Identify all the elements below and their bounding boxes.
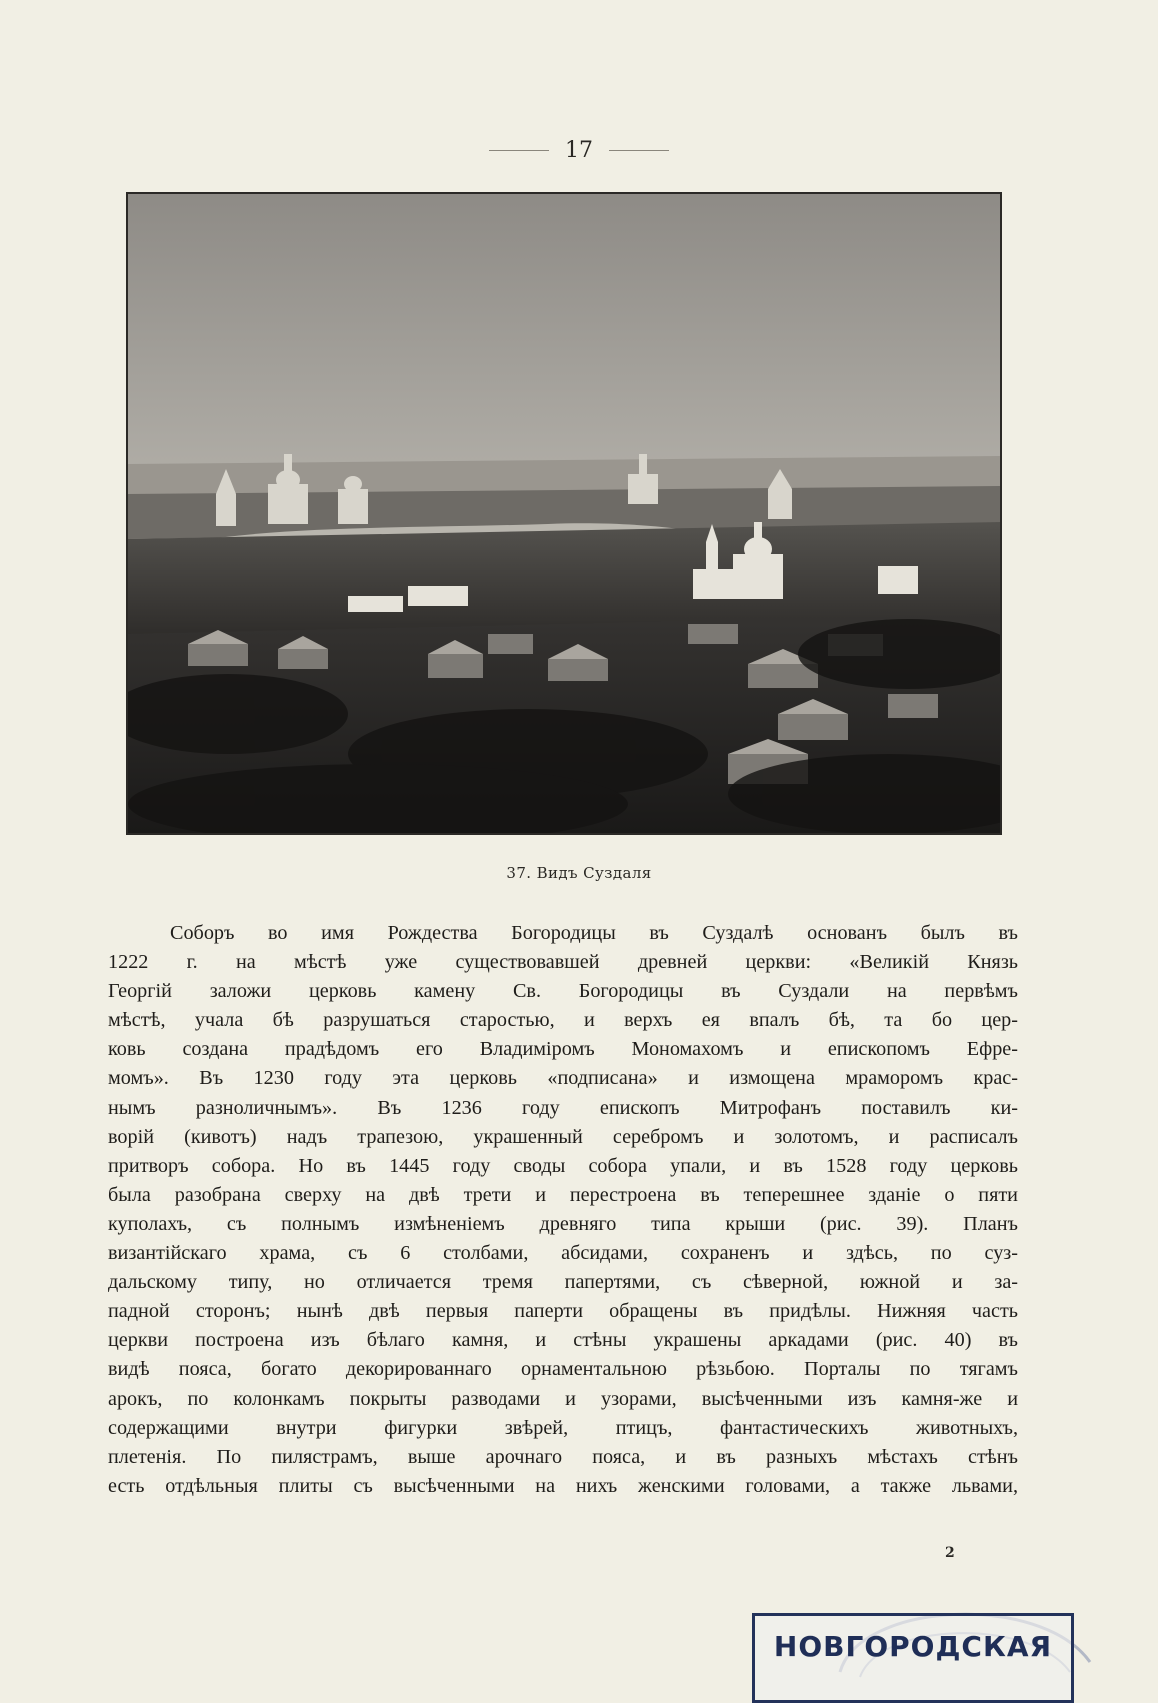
text-line: византійскаго храма, съ 6 столбами, абсидами, сохраненъ и здѣсь, по суз- xyxy=(108,1242,1018,1265)
text-line: дальскому типу, но отличается тремя папертями, съ сѣверной, южной и за- xyxy=(108,1271,1018,1294)
header-rule-left xyxy=(489,150,549,151)
figure-photo xyxy=(126,192,1002,835)
page-header xyxy=(0,138,1158,163)
text-line: Георгій заложи церковь камену Св. Богородицы въ Суздали на первѣмъ xyxy=(108,980,1018,1003)
text-line: ковь создана прадѣдомъ его Владиміромъ Мономахомъ и епископомъ Ефре- xyxy=(108,1038,1018,1061)
text-line: нымъ разноличнымъ». Въ 1236 году епископъ Митрофанъ поставилъ ки- xyxy=(108,1096,1018,1119)
text-line: церкви построена изъ бѣлаго камня, и стѣны украшены аркадами (рис. 40) въ xyxy=(108,1329,1018,1352)
text-line: арокъ, по колонкамъ покрыты разводами и узорами, высѣченными изъ камня-же и xyxy=(108,1387,1018,1410)
text-line: куполахъ, съ полнымъ измѣненіемъ древняго типа крыши (рис. 39). Планъ xyxy=(108,1212,1018,1235)
header-rule-right xyxy=(609,150,669,151)
text-line: 1222 г. на мѣстѣ уже существовавшей древней церкви: «Великій Князь xyxy=(108,951,1018,974)
body-text xyxy=(108,919,1018,1501)
text-line: притворъ собора. Но въ 1445 году своды собора упали, и въ 1528 году церковь xyxy=(108,1154,1018,1177)
figure-caption: 37. Видъ Суздаля xyxy=(506,864,652,882)
text-line: содержащими внутри фигурки звѣрей, птицъ, фантастическихъ животныхъ, xyxy=(108,1416,1018,1439)
landscape-photo-icon xyxy=(128,194,1000,833)
text-line: есть отдѣльныя плиты съ высѣченными на нихъ женскими головами, а также львами, xyxy=(108,1474,1018,1497)
text-line: плетенія. По пилястрамъ, выше арочнаго пояса, и въ разныхъ мѣстахъ стѣнъ xyxy=(108,1445,1018,1468)
text-line: Соборъ во имя Рождества Богородицы въ Суздалѣ основанъ былъ въ xyxy=(170,922,1018,944)
text-line: ворій (кивотъ) надъ трапезою, украшенный серебромъ и золотомъ, и расписалъ xyxy=(108,1125,1018,1148)
page-number: 17 xyxy=(565,138,593,163)
signature-mark: 2 xyxy=(945,1545,955,1561)
text-line: была разобрана сверху на двѣ трети и перестроена въ теперешнее зданіе о пяти xyxy=(108,1183,1018,1206)
text-line: падной сторонъ; нынѣ двѣ первыя паперти обращены въ придѣлы. Нижняя часть xyxy=(108,1300,1018,1323)
text-line: момъ». Въ 1230 году эта церковь «подписана» и измощена мраморомъ крас- xyxy=(108,1067,1018,1090)
text-line: мѣстѣ, учала бѣ разрушаться старостью, и верхъ ея впалъ бѣ, та бо цер- xyxy=(108,1009,1018,1032)
stamp-title: НОВГОРОДСКАЯ xyxy=(773,1630,1053,1663)
text-line: видѣ пояса, богато декорированнаго орнаментальною рѣзьбою. Порталы по тягамъ xyxy=(108,1358,1018,1381)
